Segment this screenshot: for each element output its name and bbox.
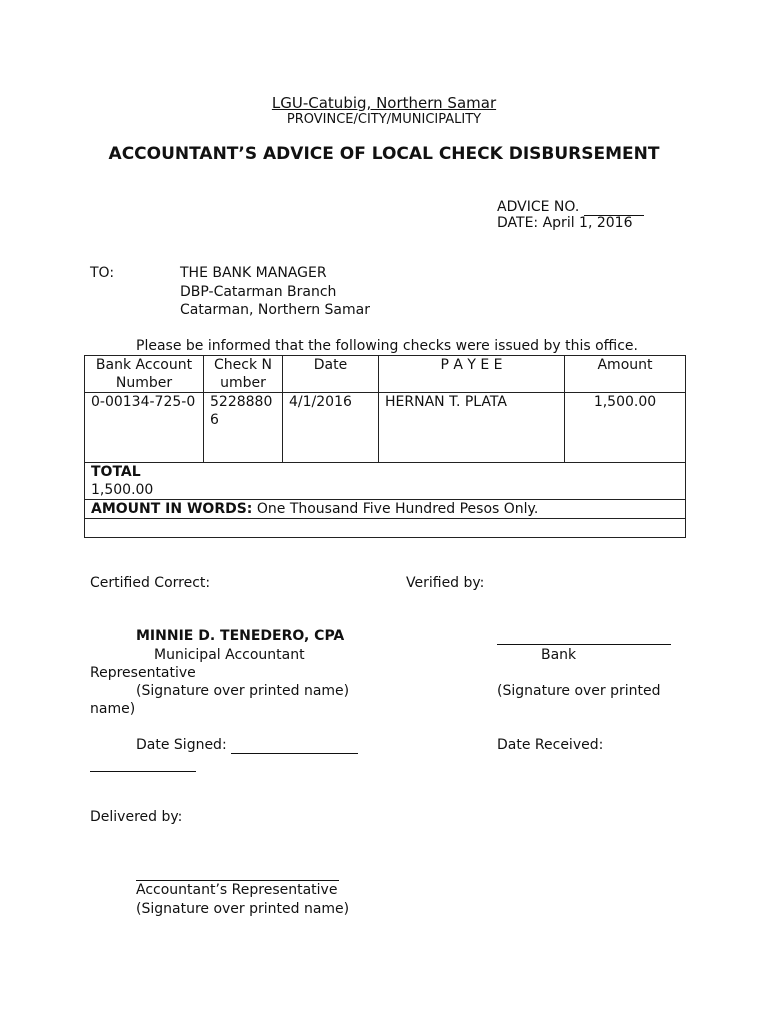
addressee-branch: DBP-Catarman Branch bbox=[180, 284, 337, 300]
date-received-label: Date Received: bbox=[497, 737, 604, 753]
date-received-blank bbox=[90, 771, 196, 772]
lgu-name: LGU-Catubig, Northern Samar bbox=[271, 94, 497, 112]
total-label: TOTAL bbox=[91, 464, 141, 480]
table-header-row bbox=[85, 356, 686, 393]
accountant-representative-label: Accountant’s Representative bbox=[136, 882, 338, 898]
advice-date-label: DATE: bbox=[497, 215, 539, 231]
accountant-title: Municipal Accountant bbox=[154, 647, 305, 663]
blank-row bbox=[85, 519, 686, 538]
column-header: Bank Account Number bbox=[85, 356, 204, 393]
payee-cell: HERNAN T. PLATA bbox=[379, 393, 565, 463]
advice-number-label: ADVICE NO. bbox=[497, 199, 580, 215]
check-number-cell: 52288806 bbox=[204, 393, 283, 463]
delivered-by-label: Delivered by: bbox=[90, 809, 183, 825]
amount-in-words-value: One Thousand Five Hundred Pesos Only. bbox=[256, 501, 539, 517]
column-header: P A Y E E bbox=[379, 356, 565, 393]
verified-by-label: Verified by: bbox=[406, 575, 485, 591]
date-cell: 4/1/2016 bbox=[283, 393, 379, 463]
table-row bbox=[85, 393, 686, 463]
bank-account-cell: 0-00134-725-0 bbox=[85, 393, 204, 463]
document-title: ACCOUNTANT’S ADVICE OF LOCAL CHECK DISBURSEMENT bbox=[108, 144, 660, 164]
name-word: name) bbox=[90, 701, 136, 717]
accountant-signature-note: (Signature over printed name) bbox=[136, 683, 350, 699]
check-table bbox=[84, 355, 686, 538]
addressee-location: Catarman, Northern Samar bbox=[180, 302, 370, 318]
representative-word: Representative bbox=[90, 665, 196, 681]
column-header: Amount bbox=[565, 356, 686, 393]
accountant-name: MINNIE D. TENEDERO, CPA bbox=[136, 628, 345, 644]
date-signed bbox=[136, 736, 358, 754]
total-row bbox=[85, 463, 686, 500]
total-value: 1,500.00 bbox=[91, 482, 154, 498]
amount-in-words-row bbox=[85, 500, 686, 519]
bank-signature-note: (Signature over printed bbox=[497, 683, 661, 699]
advice-date bbox=[497, 214, 632, 232]
addressee-name: THE BANK MANAGER bbox=[180, 265, 327, 281]
advice-date-value: April 1, 2016 bbox=[542, 215, 633, 231]
to-label: TO: bbox=[90, 265, 115, 281]
amount-cell: 1,500.00 bbox=[565, 393, 686, 463]
certified-correct-label: Certified Correct: bbox=[90, 575, 211, 591]
amount-in-words-label: AMOUNT IN WORDS: bbox=[91, 501, 253, 517]
lgu-caption: PROVINCE/CITY/MUNICIPALITY bbox=[286, 112, 482, 127]
column-header: Date bbox=[283, 356, 379, 393]
accountant-representative-signature-note: (Signature over printed name) bbox=[136, 901, 350, 917]
date-signed-blank bbox=[231, 739, 358, 754]
bank-label: Bank bbox=[541, 647, 577, 663]
bank-signature-line bbox=[497, 644, 671, 645]
column-header: Check Number bbox=[204, 356, 283, 393]
intro-text: Please be informed that the following checks were issued by this office. bbox=[136, 338, 638, 354]
date-signed-label: Date Signed: bbox=[136, 737, 227, 753]
